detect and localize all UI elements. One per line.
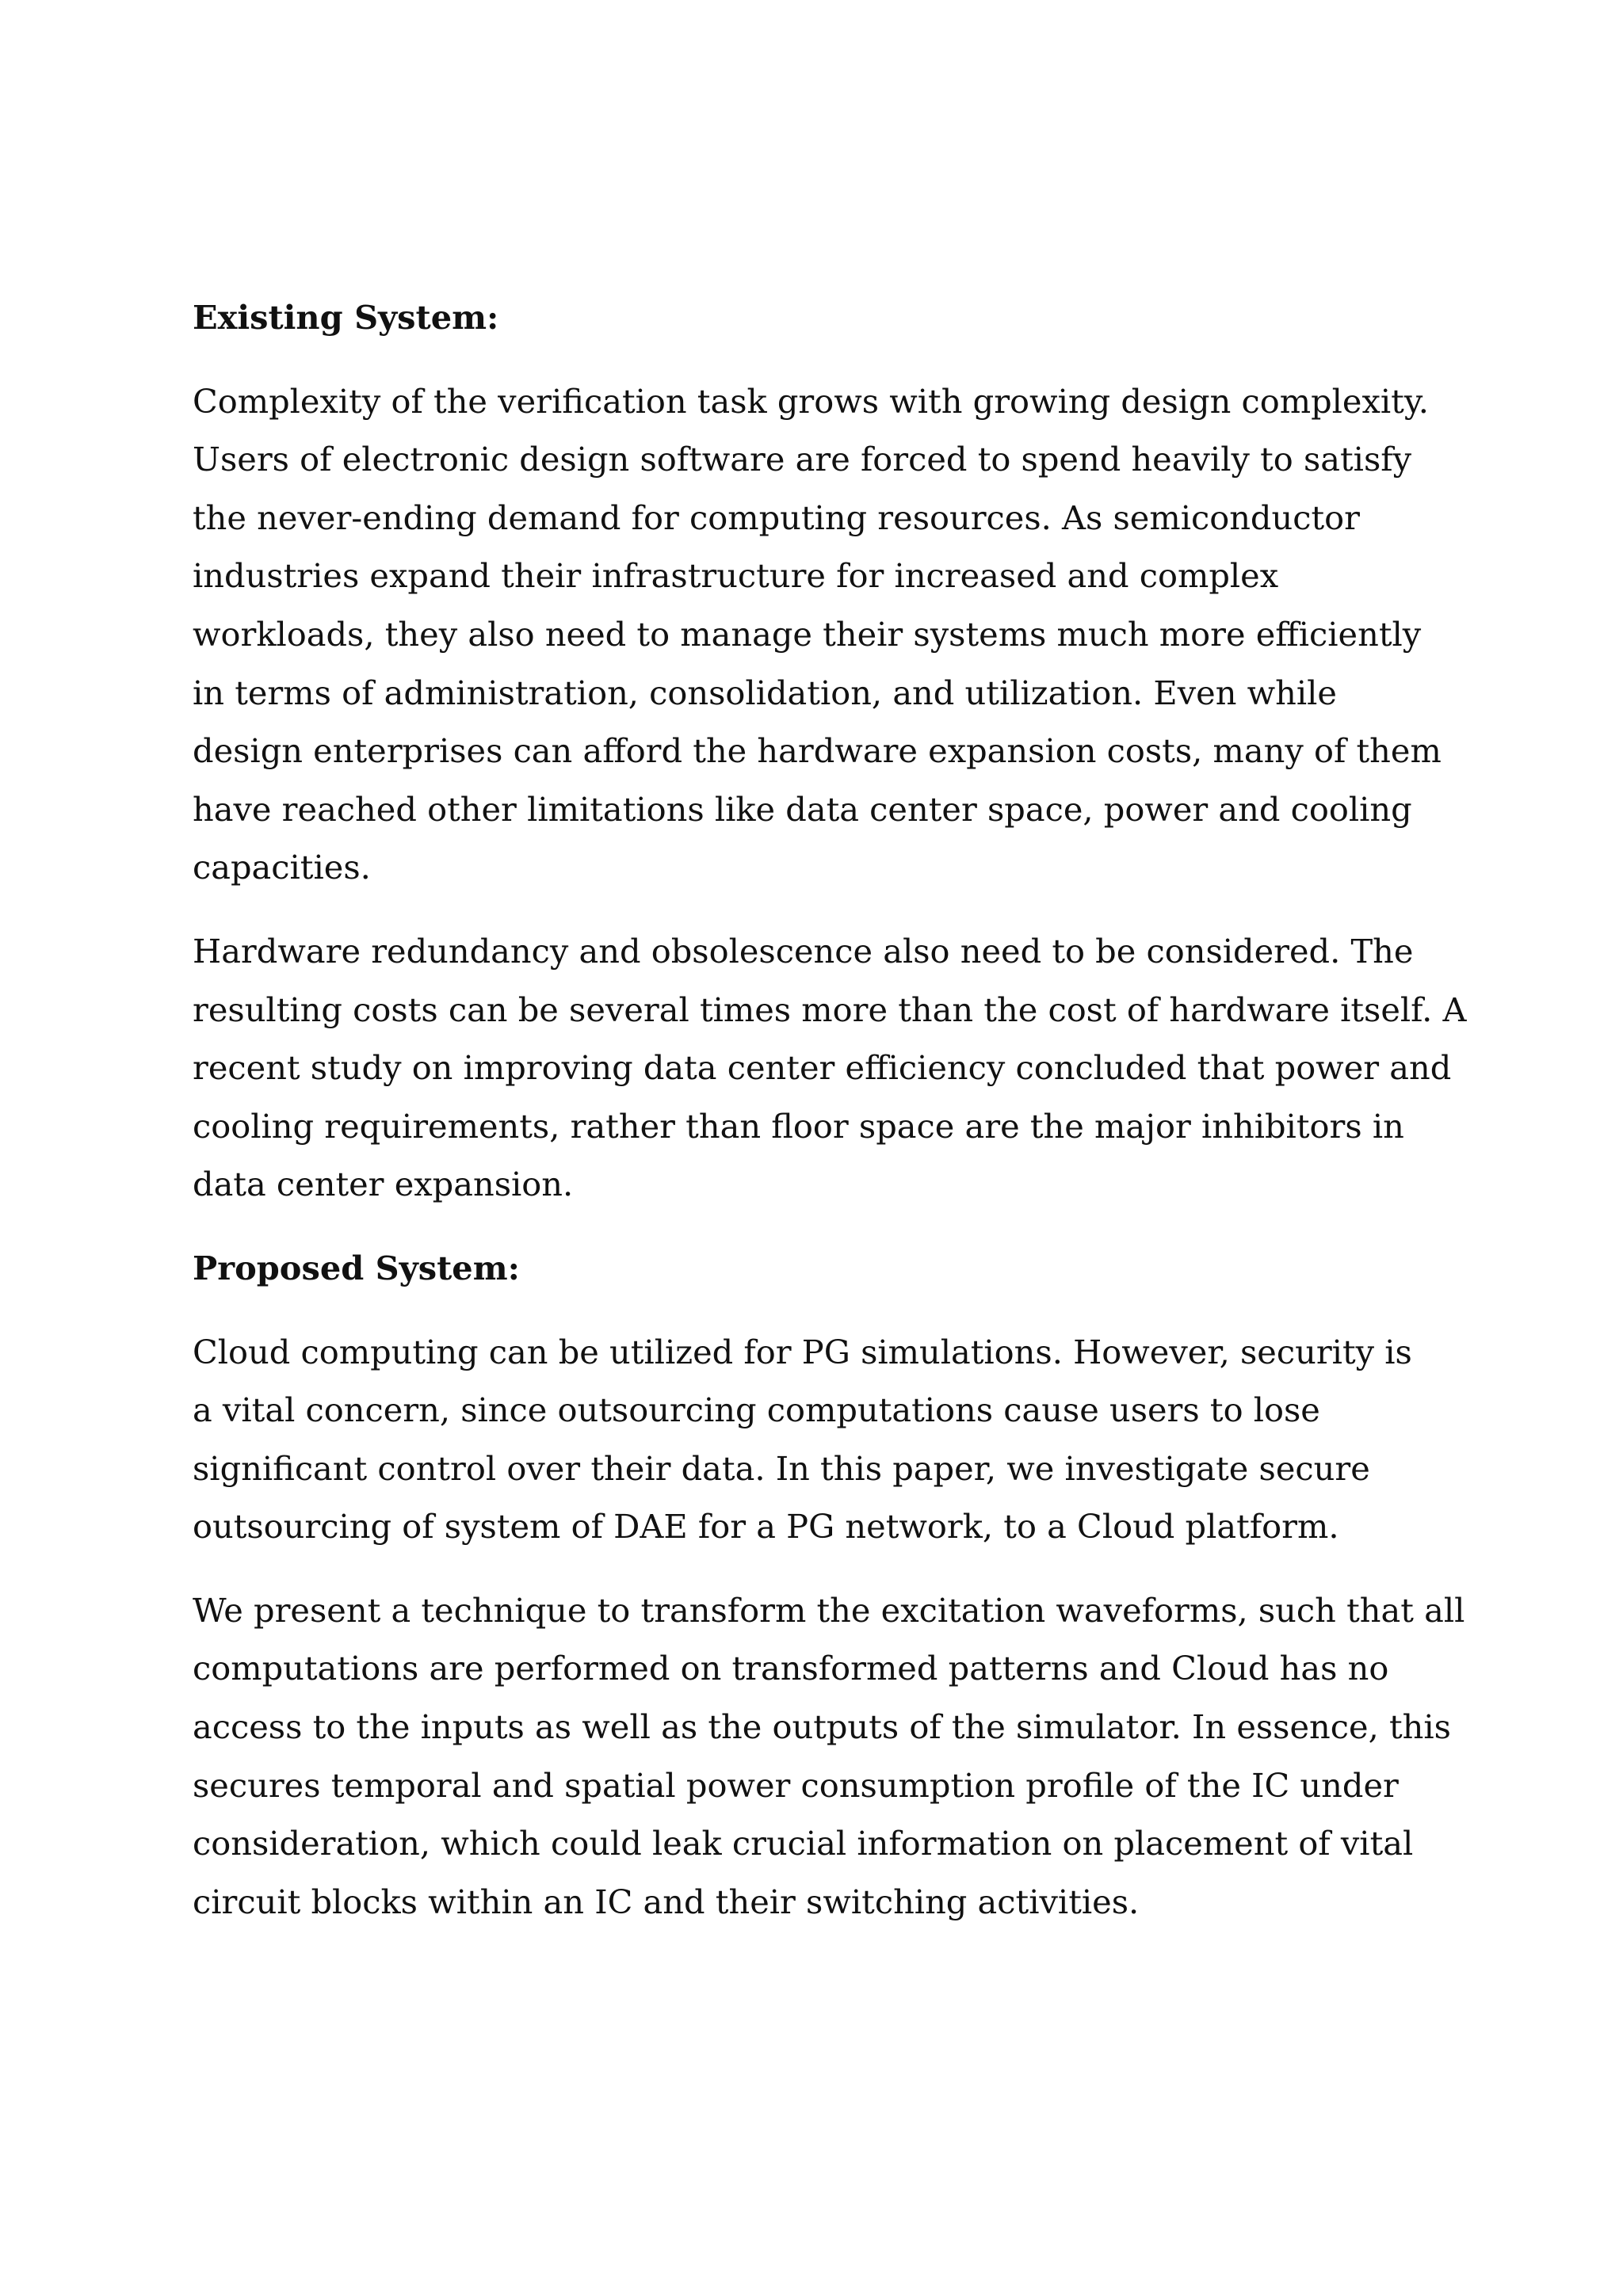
text-line: in terms of administration, consolidation, and utilization. Even while <box>193 673 1337 712</box>
text-line: Cloud computing can be utilized for PG simulations. However, security is <box>193 1332 1412 1371</box>
text-line: consideration, which could leak crucial information on placement of vital <box>193 1824 1414 1863</box>
text-line: cooling requirements, rather than floor space are the major inhibitors in <box>193 1106 1404 1146</box>
text-line: access to the inputs as well as the outputs of the simulator. In essence, this <box>193 1707 1451 1747</box>
text-line: significant control over their data. In this paper, we investigate secure <box>193 1448 1370 1488</box>
text-line: We present a technique to transform the excitation waveforms, such that all <box>193 1590 1465 1630</box>
document-body <box>193 288 1467 1931</box>
text-line: capacities. <box>193 848 371 887</box>
paragraph-existing-2 <box>193 922 1467 1214</box>
text-line: a vital concern, since outsourcing computations cause users to lose <box>193 1390 1320 1430</box>
text-line: workloads, they also need to manage their systems much more efficiently <box>193 614 1422 654</box>
text-line: outsourcing of system of DAE for a PG network, to a Cloud platform. <box>193 1507 1339 1547</box>
text-line: resulting costs can be several times more than the cost of hardware itself. A <box>193 990 1467 1029</box>
section-heading-existing-system: Existing System: <box>193 298 499 337</box>
paragraph-proposed-2 <box>193 1581 1465 1932</box>
paragraph-existing-1 <box>193 372 1461 897</box>
text-line: secures temporal and spatial power consumption profile of the IC under <box>193 1765 1399 1805</box>
text-line: data center expansion. <box>193 1165 574 1204</box>
text-line: recent study on improving data center efficiency concluded that power and <box>193 1048 1452 1088</box>
text-line: Users of electronic design software are forced to spend heavily to satisfy <box>193 440 1412 479</box>
text-line: have reached other limitations like data center space, power and cooling <box>193 789 1412 829</box>
text-line: circuit blocks within an IC and their switching activities. <box>193 1882 1140 1921</box>
text-line: the never-ending demand for computing resources. As semiconductor <box>193 498 1360 537</box>
section-heading-proposed-system: Proposed System: <box>193 1248 520 1287</box>
paragraph-proposed-1 <box>193 1323 1461 1556</box>
text-line: industries expand their infrastructure for increased and complex <box>193 556 1279 596</box>
text-line: design enterprises can afford the hardware expansion costs, many of them <box>193 731 1442 771</box>
text-line: computations are performed on transformed patterns and Cloud has no <box>193 1649 1389 1688</box>
text-line: Complexity of the verification task grows with growing design complexity. <box>193 381 1429 421</box>
text-line: Hardware redundancy and obsolescence also need to be considered. The <box>193 931 1414 971</box>
